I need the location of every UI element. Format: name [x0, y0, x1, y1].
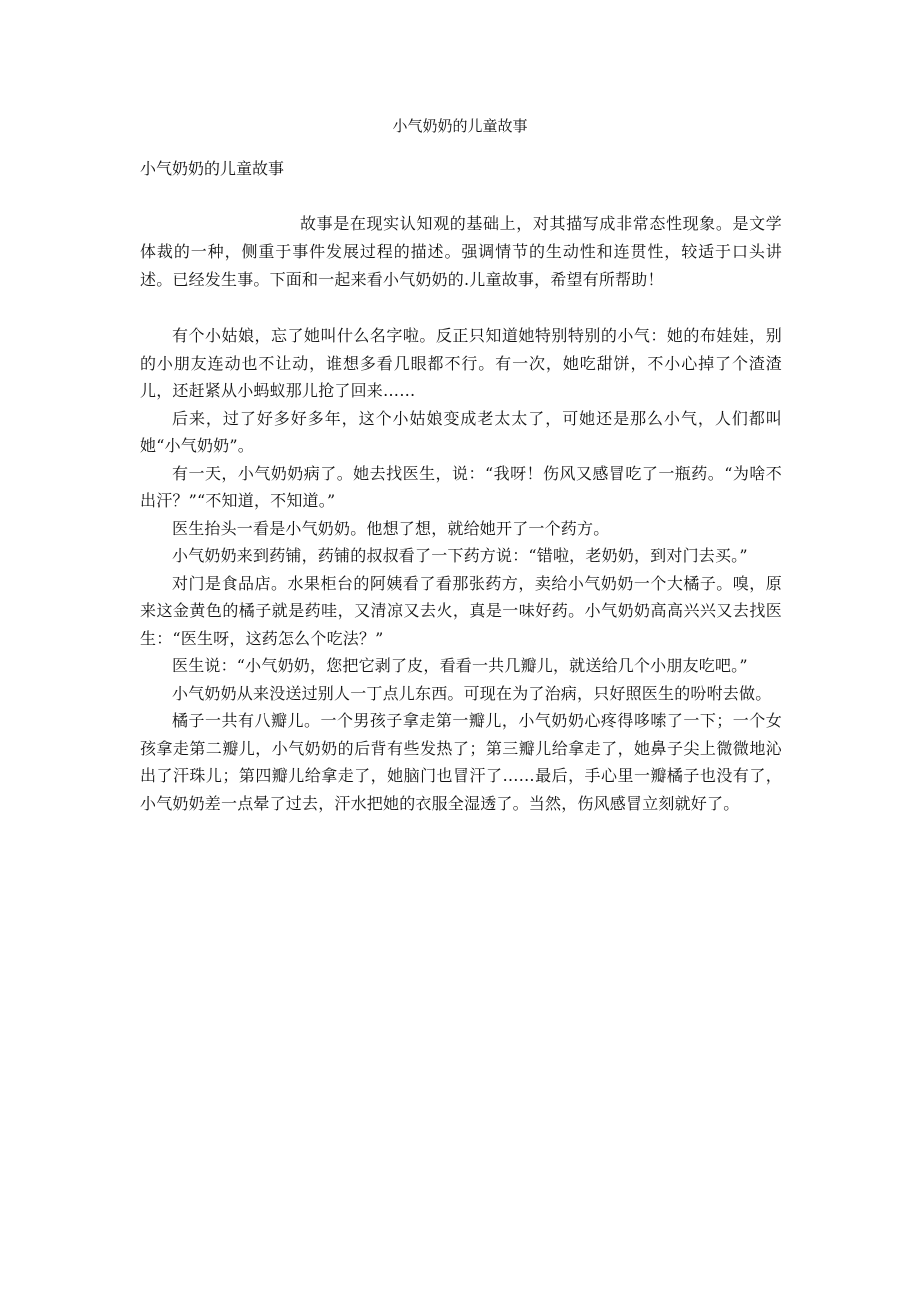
document-title: 小气奶奶的儿童故事 — [392, 117, 528, 135]
story-paragraph: 小气奶奶来到药铺，药铺的叔叔看了一下药方说：“错啦，老奶奶，到对门去买。” — [172, 546, 748, 565]
story-paragraph: 后来，过了好多好多年，这个小姑娘变成老太太了，可她还是那么小气，人们都叫她“小气奶奶”。 — [140, 408, 782, 455]
story-paragraph: 有一天，小气奶奶病了。她去找医生，说：“我呀！伤风又感冒吃了一瓶药。“为啥不出汗？”“不知道，不知道。” — [140, 463, 782, 510]
story-paragraph: 医生抬头一看是小气奶奶。他想了想，就给她开了一个药方。 — [172, 518, 610, 538]
story-paragraph: 对门是食品店。水果柜台的阿姨看了看那张药方，卖给小气奶奶一个大橘子。嗅，原来这金黄色的橘子就是药哇，又清凉又去火，真是一味好药。小气奶奶高高兴兴又去找医生：“医生呀，这药怎么个吃法？” — [140, 573, 782, 648]
story-paragraph: 有个小姑娘，忘了她叫什么名字啦。反正只知道她特别特别的小气：她的布娃娃，别的小朋友连动也不让动，谁想多看几眼都不行。有一次，她吃甜饼，不小心掉了个渣渣儿，还赶紧从小蚂蚁那儿抢了回来…… — [140, 326, 782, 400]
story-paragraph: 小气奶奶从来没送过别人一丁点儿东西。可现在为了治病，只好照医生的吩咐去做。 — [172, 683, 772, 703]
story-body — [140, 322, 782, 817]
story-paragraph: 医生说：“小气奶奶，您把它剥了皮，看看一共几瓣儿，就送给几个小朋友吃吧。” — [172, 656, 748, 675]
story-paragraph: 橘子一共有八瓣儿。一个男孩子拿走第一瓣儿，小气奶奶心疼得哆嗦了一下；一个女孩拿走第二瓣儿，小气奶奶的后背有些发热了；第三瓣儿给拿走了，她鼻子尖上微微地沁出了汗珠儿；第四瓣儿给拿走了，她脑门也冒汗了……最后，手心里一瓣橘子也没有了，小气奶奶差一点晕了过去，汗水把她的衣服全湿透了。当然，伤风感冒立刻就好了。 — [140, 711, 782, 813]
intro-paragraph: 故事是在现实认知观的基础上，对其描写成非常态性现象。是文学体裁的一种，侧重于事件发展过程的描述。强调情节的生动性和连贯性，较适于口头讲述。已经发生事。下面和一起来看小气奶奶的.儿童故事，希望有所帮助！ — [140, 214, 782, 289]
document-subtitle: 小气奶奶的儿童故事 — [140, 159, 285, 178]
